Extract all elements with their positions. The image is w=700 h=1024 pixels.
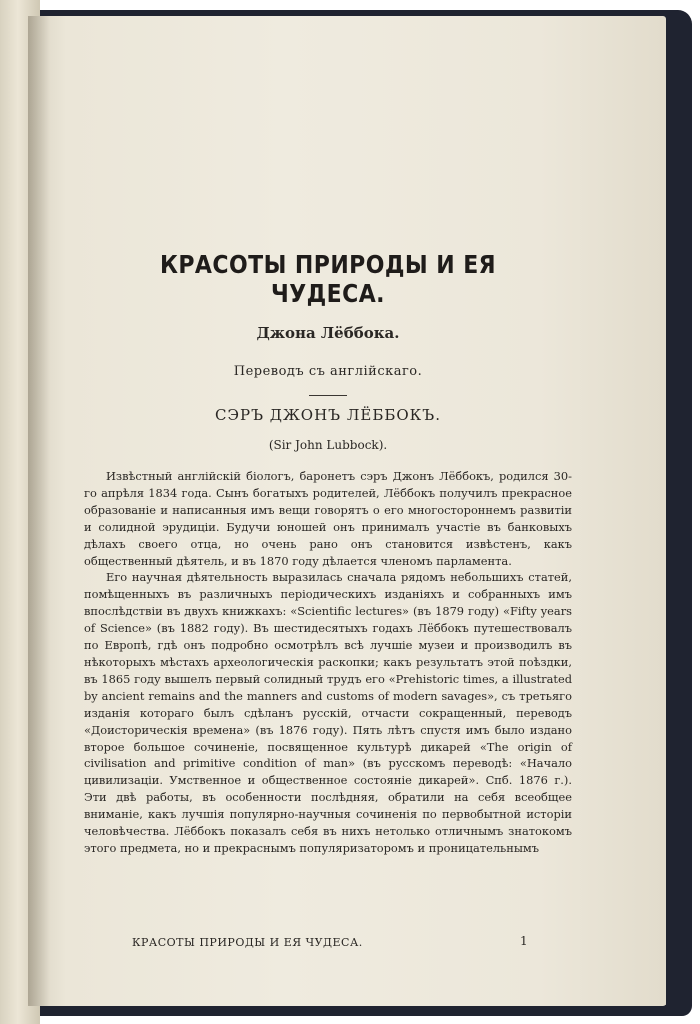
page-gutter-shadow <box>28 16 50 1006</box>
section-divider <box>309 395 347 396</box>
page-text <box>84 250 572 857</box>
page-footer: КРАСОТЫ ПРИРОДЫ И ЕЯ ЧУДЕСА. <box>132 936 363 949</box>
paragraph: Его научная дѣятельность выразилась сначала рядомъ небольшихъ статей, помѣщенныхъ въ различныхъ періодическихъ изданіяхъ и собранныхъ имъ впослѣдствіи въ двухъ книжкахъ: «Scientific lectures» (въ 1879 году) «Fifty years of Science» (въ 1882 году). Въ шестидесятыхъ годахъ Лёббокъ путешествовалъ по Европѣ, гдѣ онъ подробно осмотрѣлъ всѣ лучшіе музеи и производилъ въ нѣкоторыхъ мѣстахъ археологическія раскопки; какъ результатъ этой поѣздки, въ 1865 году вышелъ первый солидный трудъ его «Prehistoric times, a illustrated by ancient remains and the manners and customs of modern savages», съ третьяго изданія котораго былъ сдѣланъ русскій, отчасти сокращенный, переводъ «Доисторическія времена» (въ 1876 году). Пять лѣтъ спустя имъ было издано второе большое сочиненіе, посвященное культурѣ дикарей «The origin of civilisation and primitive condition of man» (въ русскомъ переводѣ: «Начало цивилизаціи. Умственное и общественное состояніе дикарей». Спб. 1876 г.). Эти двѣ работы, въ особенности послѣдняя, обратили на себя всеобщее вниманіе, какъ лучшія популярно-научныя сочиненія по первобытной исторіи человѣчества. Лёббокъ показалъ себя въ нихъ нетолько отличнымъ знатокомъ этого предмета, но и прекраснымъ популяризаторомъ и проницательнымъ <box>84 570 572 855</box>
section-title: СЭРЪ ДЖОНЪ ЛЁББОКЪ. <box>215 406 441 424</box>
book-author: Джона Лёббока. <box>256 324 400 342</box>
section-subtitle: (Sir John Lubbock). <box>268 438 388 452</box>
translation-note: Переводъ съ англійскаго. <box>233 364 423 379</box>
book-title: КРАСОТЫ ПРИРОДЫ И ЕЯ ЧУДЕСА. <box>159 250 497 308</box>
page-number: 1 <box>520 934 528 948</box>
paragraph: Извѣстный англійскій біологъ, баронетъ сэръ Джонъ Лёббокъ, родился 30-го апрѣля 1834 года. Сынъ богатыхъ родителей, Лёббокъ получилъ прекрасное образованіе и написанныя имъ вещи говорятъ о его многостороннемъ развитіи и солидной эрудиціи. Будучи юношей онъ принималъ участіе въ банковыхъ дѣлахъ своего отца, но очень рано онъ становится извѣстенъ, какъ общественный дѣятель, и въ 1870 году дѣлается членомъ парламента. <box>84 469 572 568</box>
